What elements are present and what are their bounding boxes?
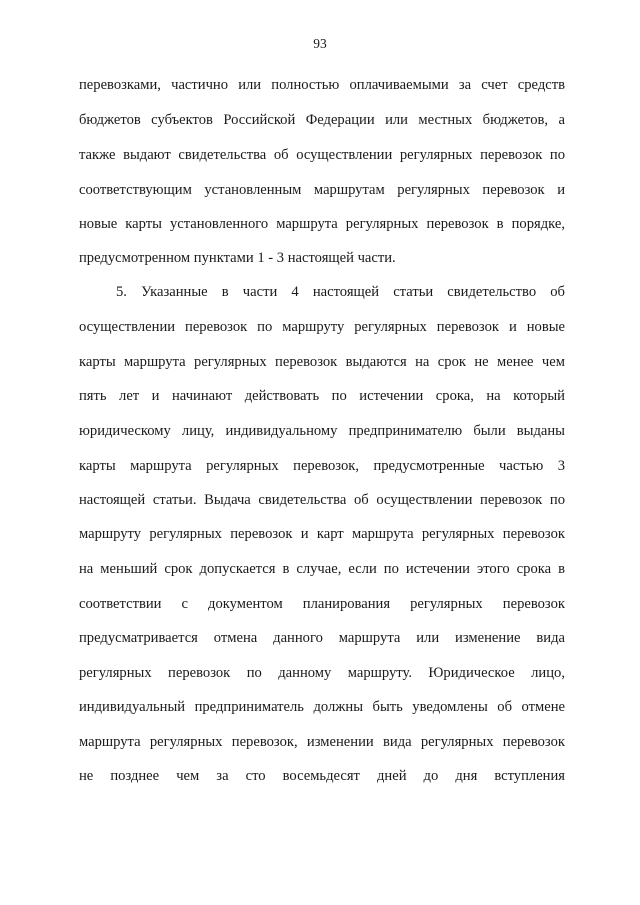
text-line: перевозками, частично или полностью оплачиваемыми за счет средств	[79, 77, 565, 93]
text-line: регулярных перевозок по данному маршруту. Юридическое лицо,	[79, 665, 565, 681]
text-line: юридическому лицу, индивидуальному предпринимателю были выданы	[79, 423, 565, 439]
text-line: карты маршрута регулярных перевозок, предусмотренные частью 3	[79, 458, 565, 474]
text-line: карты маршрута регулярных перевозок выдаются на срок не менее чем	[79, 354, 565, 370]
paragraph-first-line: 5. Указанные в части 4 настоящей статьи свидетельство об	[116, 284, 565, 300]
text-line: новые карты установленного маршрута регулярных перевозок в порядке,	[79, 216, 565, 232]
text-line: пять лет и начинают действовать по истечении срока, на который	[79, 388, 565, 404]
page-number: 93	[313, 36, 327, 51]
text-line: маршрута регулярных перевозок, изменении вида регулярных перевозок	[79, 734, 565, 750]
text-line: маршруту регулярных перевозок и карт маршрута регулярных перевозок	[79, 526, 565, 542]
text-line: предусматривается отмена данного маршрута или изменение вида	[79, 630, 565, 646]
text-line: на меньший срок допускается в случае, если по истечении этого срока в	[79, 561, 565, 577]
text-line: соответствующим установленным маршрутам регулярных перевозок и	[79, 182, 565, 198]
text-line: настоящей статьи. Выдача свидетельства об осуществлении перевозок по	[79, 492, 565, 508]
text-line: осуществлении перевозок по маршруту регулярных перевозок и новые	[79, 319, 565, 335]
text-line: также выдают свидетельства об осуществлении регулярных перевозок по	[79, 147, 565, 163]
text-line: не позднее чем за сто восемьдесят дней до дня вступления	[79, 768, 565, 784]
text-line: предусмотренном пунктами 1 - 3 настоящей части.	[79, 250, 396, 266]
text-line: соответствии с документом планирования регулярных перевозок	[79, 596, 565, 612]
text-line: индивидуальный предприниматель должны быть уведомлены об отмене	[79, 699, 565, 715]
text-line: бюджетов субъектов Российской Федерации или местных бюджетов, а	[79, 112, 565, 128]
